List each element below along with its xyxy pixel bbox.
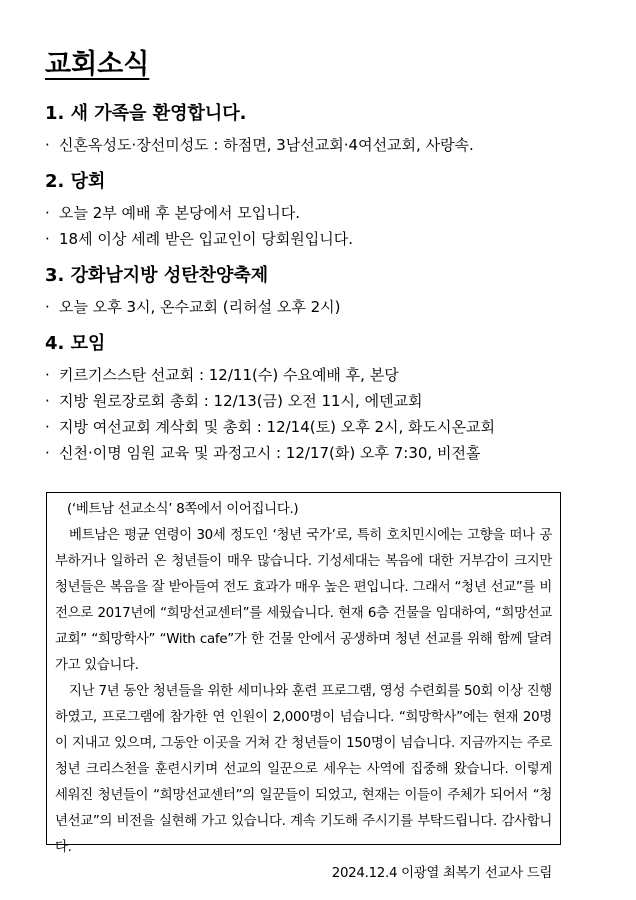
bullet: · xyxy=(45,298,50,316)
bullet: · xyxy=(45,418,50,436)
signature: 2024.12.4 이광열 최복기 선교사 드림 xyxy=(331,866,552,881)
list-item xyxy=(45,388,605,414)
church-news-page xyxy=(45,48,605,478)
section-heading: 3. 강화남지방 성탄찬양축제 xyxy=(45,265,269,286)
bullet: · xyxy=(45,366,50,384)
item-text: 지방 여선교회 계삭회 및 총회 : 12/14(토) 오후 2시, 화도시온교회 xyxy=(59,418,495,436)
item-text: 신천·이명 임원 교육 및 과정고시 : 12/17(화) 오후 7:30, 비전홀 xyxy=(59,444,481,462)
item-list xyxy=(45,132,605,158)
list-item xyxy=(45,132,605,158)
section-heading: 4. 모임 xyxy=(45,333,106,354)
list-item xyxy=(45,294,605,320)
list-item xyxy=(45,200,605,226)
bullet: · xyxy=(45,230,50,248)
item-text: 오늘 2부 예배 후 본당에서 모입니다. xyxy=(59,204,301,222)
item-list xyxy=(45,200,605,252)
section-heading: 1. 새 가족을 환영합니다. xyxy=(45,103,247,124)
bullet: · xyxy=(45,392,50,410)
list-item xyxy=(45,414,605,440)
news-paragraph: 베트남은 평균 연령이 30세 정도인 ‘청년 국가’로, 특히 호치민시에는 고향을 떠나 공부하거나 일하러 온 청년들이 매우 많습니다. 기성세대는 복음에 대한 거부감이 크지만 청년들은 복음을 잘 받아들여 전도 효과가 매우 높은 편입니다. 그래서 “청년 선교”를 비전으로 2017년에 “희망선교센터”를 세웠습니다. 현재 6층 건물을 임대하여, “희망선교교회” “희망학사” “With cafe”가 한 건물 안에서 공생하며 청년 선교를 위해 함께 달려가고 있습니다. xyxy=(55,528,552,673)
item-text: 18세 이상 세례 받은 입교인이 당회원입니다. xyxy=(59,230,354,248)
list-item xyxy=(45,226,605,252)
continuation-note: (‘베트남 선교소식’ 8쪽에서 이어집니다.) xyxy=(67,502,299,517)
mission-news-box xyxy=(46,492,561,881)
section-heading: 2. 당회 xyxy=(45,171,106,192)
item-text: 오늘 오후 3시, 온수교회 (리허설 오후 2시) xyxy=(59,298,341,316)
section-meetings xyxy=(45,332,605,466)
item-text: 신혼옥성도·장선미성도 : 하점면, 3남선교회·4여선교회, 사랑속. xyxy=(59,136,474,154)
page-title: 교회소식 xyxy=(45,49,150,80)
bullet: · xyxy=(45,444,50,462)
list-item xyxy=(45,362,605,388)
item-text: 키르기스스탄 선교회 : 12/11(수) 수요예배 후, 본당 xyxy=(59,366,399,384)
section-new-family xyxy=(45,102,605,158)
bullet: · xyxy=(45,136,50,154)
item-text: 지방 원로장로회 총회 : 12/13(금) 오전 11시, 에덴교회 xyxy=(59,392,423,410)
bullet: · xyxy=(45,204,50,222)
item-list xyxy=(45,362,605,466)
section-christmas-festival xyxy=(45,264,605,320)
list-item xyxy=(45,440,605,466)
item-list xyxy=(45,294,605,320)
news-paragraph: 지난 7년 동안 청년들을 위한 세미나와 훈련 프로그램, 영성 수련회를 50회 이상 진행하였고, 프로그램에 참가한 연 인원이 2,000명이 넘습니다. “희망학사”에는 현재 20명이 지내고 있으며, 그동안 이곳을 거쳐 간 청년들이 150명이 넘습니다. 지금까지는 주로 청년 크리스천을 훈련시키며 선교의 일꾼으로 세우는 사역에 집중해 왔습니다. 이렇게 세워진 청년들이 “희망선교센터”의 일꾼들이 되었고, 현재는 이들이 주체가 되어서 “청년선교”의 비전을 실현해 가고 있습니다. 계속 기도해 주시기를 부탁드립니다. 감사합니다. xyxy=(55,684,552,855)
section-session-meeting xyxy=(45,170,605,252)
